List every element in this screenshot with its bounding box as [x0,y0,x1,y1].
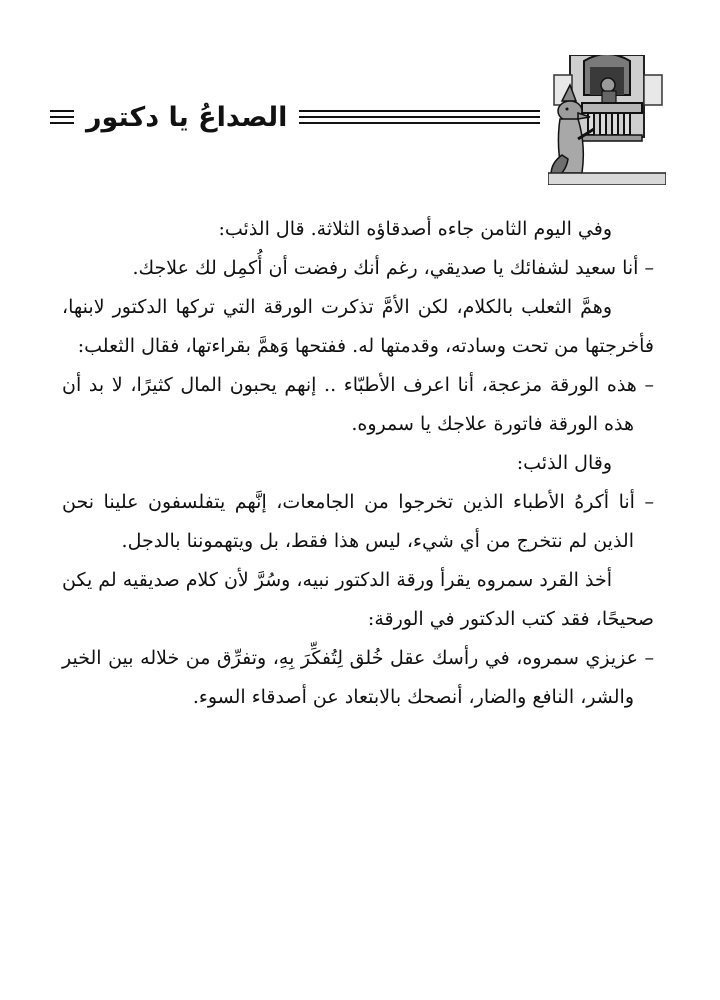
page-title: الصداعُ يا دكتور [86,101,288,133]
narrative-paragraph: وفي اليوم الثامن جاءه أصدقاؤه الثلاثة. قال الذئب: [218,218,612,240]
dialog-line: – أنا سعيد لشفائك يا صديقي، رغم أنك رفضت أن أُكمِل لك علاجك. [132,257,654,279]
story-text [62,210,654,717]
narrative-paragraph: وهمَّ الثعلب بالكلام، لكن الأمَّ تذكرت الورقة التي تركها الدكتور لابنها، فأخرجتها من تحت وسادته، وقدمتها له. ففتحها وَهمَّ بقراءتها، فقال الثعلب: [62,296,654,357]
dialog-line: – هذه الورقة مزعجة، أنا اعرف الأطبّاء .. إنهم يحبون المال كثيرًا، لا بد أن هذه الورقة فاتورة علاجك يا سمروه. [62,374,654,435]
title-bar [40,97,540,137]
fox-at-balcony-illustration [548,55,666,185]
decorative-rule-left [50,110,74,124]
narrative-paragraph: وقال الذئب: [516,452,612,474]
dialog-line: – عزيزي سمروه، في رأسك عقل خُلق لِتُفكِّرَ بِهِ، وتفرِّق من خلاله بين الخير والشر، النافع والضار، أنصحك بالابتعاد عن أصدقاء السوء. [62,647,654,708]
decorative-rule-right [299,110,540,124]
dialog-line: – أنا أكرهُ الأطباء الذين تخرجوا من الجامعات، إنَّهم يتفلسفون علينا نحن الذين لم نتخرج من أي شيء، ليس هذا فقط، بل ويتهموننا بالدجل. [62,491,654,552]
page-header [40,55,666,185]
narrative-paragraph: أخذ القرد سمروه يقرأ ورقة الدكتور نبيه، وسُرَّ لأن كلام صديقيه لم يكن صحيحًا، فقد كتب الدكتور في الورقة: [62,569,654,630]
